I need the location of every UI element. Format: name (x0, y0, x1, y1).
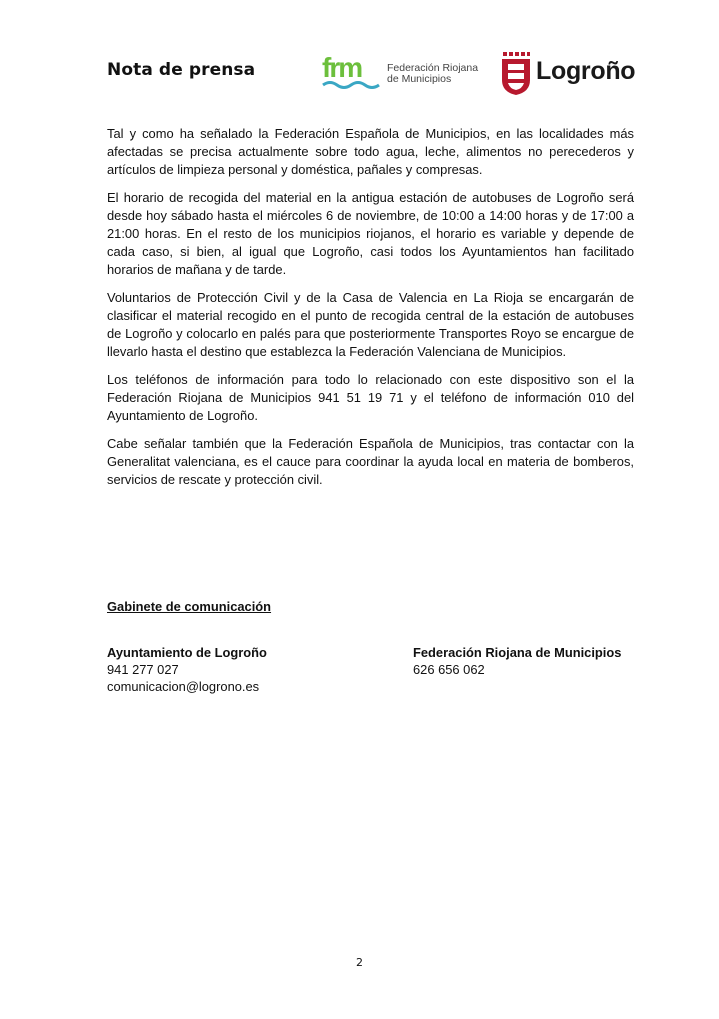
logrono-shield-icon (500, 50, 532, 96)
contact-name: Ayuntamiento de Logroño (107, 645, 267, 660)
svg-text:frm: frm (322, 53, 362, 83)
contact-phone: 941 277 027 (107, 662, 179, 677)
gabinete-heading: Gabinete de comunicación (107, 599, 272, 614)
paragraph: Cabe señalar también que la Federación Española de Municipios, tras contactar con la Generalitat valenciana, es el cauce para coordinar la ayuda local en materia de bomberos, servicios de rescate y protección civil. (107, 436, 634, 487)
frm-logo-mark-icon (322, 53, 384, 93)
logrono-logo-text: Logroño (536, 57, 636, 85)
frm-logo-line2: de Municipios (387, 73, 452, 85)
page-title: Nota de prensa (107, 60, 256, 80)
press-release-body (107, 125, 634, 499)
frm-logo (322, 53, 490, 93)
frm-logo-line1: Federación Riojana (387, 62, 479, 74)
logrono-logo (500, 50, 640, 96)
paragraph: Tal y como ha señalado la Federación Española de Municipios, en las localidades más afectadas se precisa actualmente sobre todo agua, leche, alimentos no perecederos y artículos de limpieza personal y doméstica, pañales y compresas. (107, 126, 634, 177)
paragraph: Voluntarios de Protección Civil y de la Casa de Valencia en La Rioja se encargarán de clasificar el material recogido en el punto de recogida central de la estación de autobuses de Logroño y colocarlo en palés para que posteriormente Transportes Royo se encargue de llevarlo hasta el destino que establezca la Federación Valenciana de Municipios. (107, 290, 634, 359)
contact-phone: 626 656 062 (413, 662, 485, 677)
paragraph: Los teléfonos de información para todo lo relacionado con este dispositivo son el la Federación Riojana de Municipios 941 51 19 71 y el teléfono de información 010 del Ayuntamiento de Logroño. (107, 372, 634, 423)
paragraph: El horario de recogida del material en la antigua estación de autobuses de Logroño será desde hoy sábado hasta el miércoles 6 de noviembre, de 10:00 a 14:00 horas y de 17:00 a 21:00 horas. En el resto de los municipios riojanos, el horario es variable y depende de cada caso, si bien, al igual que Logroño, casi todos los Ayuntamientos han facilitado horarios de mañana y de tarde. (107, 190, 634, 277)
contact-name: Federación Riojana de Municipios (413, 645, 622, 660)
contact-federacion (413, 644, 621, 678)
contact-ayuntamiento (107, 644, 267, 695)
page-number: 2 (356, 956, 363, 969)
contact-email[interactable]: comunicacion@logrono.es (107, 679, 260, 694)
